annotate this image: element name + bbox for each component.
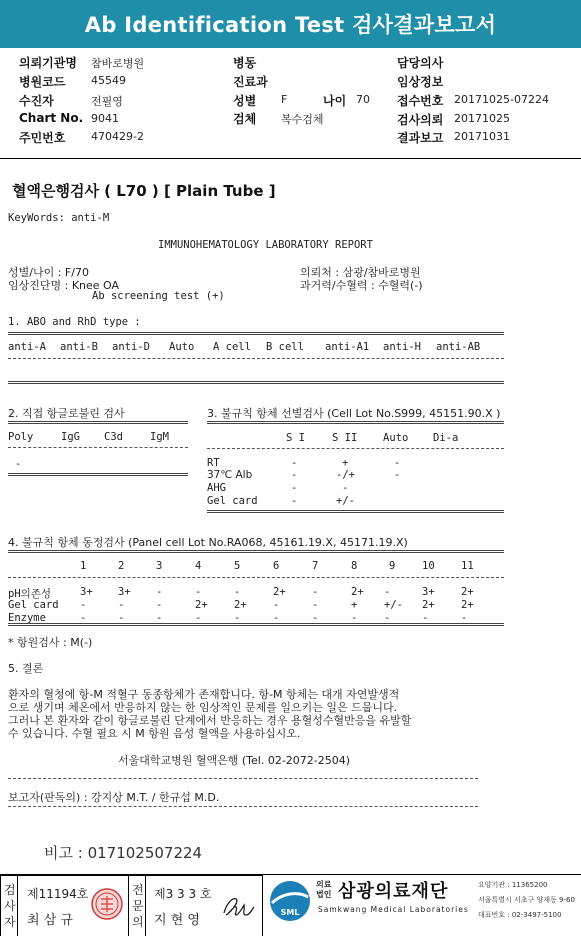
org-info-line: 대표번호 : 02-3497-5100 (478, 911, 562, 919)
s2-value: - (15, 458, 22, 470)
s3-rule-top (207, 421, 504, 424)
org-prefix-line: 의료 (316, 880, 332, 889)
specimen-label: 검체 (233, 112, 257, 126)
org-prefix-line: 법인 (316, 890, 332, 899)
sml-logo-icon (268, 879, 312, 923)
section-title: 혈액은행검사 ( L70 ) [ Plain Tube ] (12, 182, 276, 200)
specialist-label-cell (128, 875, 146, 936)
s4-cell: 3+ (118, 586, 131, 598)
examiner-name: 최 삼 규 (27, 913, 73, 928)
s2-rule-top (8, 421, 188, 424)
examiner-label-cell (0, 875, 18, 936)
s4-cell: - (156, 612, 163, 624)
examinee-value: 전필영 (91, 95, 123, 108)
s4-cell: - (118, 599, 125, 611)
keywords: KeyWords: anti-M (8, 212, 110, 224)
doctor-label: 담당의사 (397, 56, 444, 70)
screen-line: Ab screening test (+) (92, 290, 225, 302)
s1-col: anti-B (60, 341, 98, 353)
s3-row-name: Gel card (207, 495, 258, 507)
s2-rule-mid (8, 447, 188, 448)
s4-col: 11 (461, 560, 474, 572)
s4-cell: - (384, 586, 391, 598)
s4-cell: - (422, 612, 429, 624)
s3-cell: +/- (336, 495, 355, 507)
s1-col: anti-A1 (325, 341, 370, 353)
org-name: 삼광의료재단 (338, 881, 449, 902)
s4-col: 7 (312, 560, 319, 572)
conclusion-line: 으로 생기며 체온에서 반응하지 않는 한 임상적인 문제를 일으키는 일은 드뭅니다. (8, 701, 398, 714)
specialist-label-char: 문 (132, 899, 144, 913)
s4-cell: 2+ (422, 599, 435, 611)
ward-label: 병동 (233, 56, 257, 70)
s2-rule-bottom (8, 473, 188, 476)
report-header (0, 0, 581, 48)
institution-label: 의뢰기관명 (19, 56, 77, 70)
s4-cell: - (234, 586, 241, 598)
id-label: 주민번호 (19, 131, 66, 145)
s2-col: IgM (150, 431, 169, 443)
examinee-label: 수진자 (19, 94, 54, 108)
s4-cell: - (312, 599, 319, 611)
reporter-rule-top (8, 778, 478, 779)
s4-cell: - (312, 612, 319, 624)
requester-line: 의뢰처 : 삼광/참바로병원 (300, 266, 421, 279)
s3-cell: - (291, 457, 298, 469)
s2-title: 2. 직접 항글로불린 검사 (8, 407, 125, 420)
s4-cell: - (312, 586, 319, 598)
s4-col: 8 (351, 560, 358, 572)
request-label: 검사의뢰 (397, 113, 444, 127)
org-info-line: 요양기관 : 11365200 (478, 881, 548, 889)
s3-col: S II (332, 432, 358, 444)
s4-cell: - (156, 586, 163, 598)
s1-rule-bottom (8, 381, 504, 384)
report-date-label: 결과보고 (397, 131, 444, 145)
s4-row-name: pH의존성 (8, 588, 52, 600)
s4-cell: 3+ (80, 586, 93, 598)
report-heading: IMMUNOHEMATOLOGY LABORATORY REPORT (158, 239, 373, 251)
s3-rule-bottom (207, 510, 504, 513)
dept-label: 진료과 (233, 75, 268, 89)
receipt-value: 20171025-07224 (454, 93, 549, 106)
s1-rule-top (8, 332, 504, 335)
s4-cell: 2+ (351, 586, 364, 598)
s3-row-name: 37℃ Alb (207, 469, 253, 481)
s3-cell: - (394, 469, 401, 481)
s2-col: IgG (61, 431, 80, 443)
blood-bank: 서울대학교병원 혈액은행 (Tel. 02-2072-2504) (118, 754, 351, 767)
reporter: 보고자(판독의) : 강지상 M.T. / 한규섭 M.D. (8, 791, 220, 804)
s1-col: anti-H (383, 341, 421, 353)
s4-cell: + (351, 599, 358, 611)
s1-rule-mid (8, 358, 504, 359)
s4-cell: - (156, 599, 163, 611)
sex-age-line: 성별/나이 : F/70 (8, 266, 89, 279)
s4-cell: - (118, 612, 125, 624)
s4-cell: - (384, 612, 391, 624)
s1-col: B cell (266, 341, 304, 353)
reporter-rule-bottom (8, 806, 478, 807)
s3-col: Auto (383, 432, 409, 444)
s4-title: 4. 불규칙 항체 동정검사 (Panel cell Lot No.RA068, 45161.19.X, 45171.19.X) (8, 536, 408, 549)
org-info-line: 서울특별시 서초구 양재동 9-60 (478, 896, 575, 904)
request-value: 20171025 (454, 112, 510, 125)
s1-col: A cell (213, 341, 251, 353)
specialist-signature-icon (218, 891, 258, 923)
org-prefix (316, 880, 331, 900)
s3-cell: - (291, 482, 298, 494)
specimen-value: 복수검체 (281, 113, 324, 126)
conclusion-line: 환자의 혈청에 항-M 적혈구 동종항체가 존재합니다. 항-M 항체는 대개 자연발생적 (8, 688, 400, 701)
s4-cell: +/- (384, 599, 403, 611)
chart-label: Chart No. (19, 111, 84, 125)
examiner-label-char: 사 (4, 899, 16, 913)
s1-col: Auto (169, 341, 195, 353)
hospital-code-value: 45549 (91, 74, 126, 87)
s3-cell: -/+ (336, 469, 355, 481)
remark: 비고 : 017102507224 (44, 844, 203, 862)
s4-cell: 2+ (273, 586, 286, 598)
report-title: Ab Identification Test 검사결과보고서 (84, 13, 497, 37)
specialist-name: 지 현 영 (154, 913, 200, 928)
s3-cell: - (291, 469, 298, 481)
sex-label: 성별 (233, 94, 257, 108)
sml-logo-text: SML (280, 908, 300, 917)
history-line: 과거력/수혈력 : 수혈력(-) (300, 279, 423, 292)
receipt-label: 접수번호 (397, 94, 444, 108)
s4-col: 4 (195, 560, 202, 572)
s4-cell: 2+ (461, 586, 474, 598)
report-date-value: 20171031 (454, 130, 510, 143)
conclusion-line: 그러나 본 환자와 같이 항글로불린 단계에서 반응하는 경우 용혈성수혈반응을 유발할 (8, 714, 412, 727)
s4-col: 9 (389, 560, 396, 572)
specialist-label-char: 의 (132, 915, 144, 929)
s2-col: C3d (104, 431, 123, 443)
s4-col: 5 (234, 560, 241, 572)
s3-cell: - (291, 495, 298, 507)
sex-value: F (281, 93, 288, 106)
s4-cell: - (80, 599, 87, 611)
s4-cell: - (461, 612, 468, 624)
chart-value: 9041 (91, 112, 119, 125)
s3-row-name: RT (207, 457, 220, 469)
diagnosis-line: 임상진단명 : Knee OA (8, 279, 120, 292)
specialist-label-char: 전 (132, 883, 144, 897)
s4-cell: 2+ (234, 599, 247, 611)
s4-cell: - (273, 599, 280, 611)
s4-col: 3 (156, 560, 163, 572)
s4-col: 6 (273, 560, 280, 572)
footer (0, 874, 581, 936)
examiner-label-char: 검 (4, 883, 16, 897)
s4-col: 10 (422, 560, 435, 572)
s3-col: Di-a (433, 432, 459, 444)
s4-cell: - (80, 612, 87, 624)
s3-row-name: AHG (207, 482, 226, 494)
s1-title: 1. ABO and RhD type : (8, 316, 141, 328)
clinical-label: 임상정보 (397, 75, 444, 89)
examiner-label-char: 자 (4, 915, 16, 929)
id-value: 470429-2 (91, 130, 144, 143)
s4-col: 2 (118, 560, 125, 572)
s3-cell: - (342, 482, 349, 494)
s2-col: Poly (8, 431, 34, 443)
s3-cell: + (342, 457, 349, 469)
s4-cell: 3+ (422, 586, 435, 598)
age-label: 나이 (323, 94, 347, 108)
examiner-seal-icon (90, 887, 124, 921)
s5-title: 5. 결론 (8, 662, 44, 675)
s1-col: anti-AB (436, 341, 481, 353)
s4-cell: - (195, 586, 202, 598)
s4-row-name: Gel card (8, 599, 59, 611)
s3-col: S I (286, 432, 305, 444)
s4-cell: - (195, 612, 202, 624)
specialist-license: 제3 3 3 호 (154, 887, 212, 901)
age-value: 70 (356, 93, 370, 106)
org-english-name: Samkwang Medical Laboratories (318, 905, 469, 914)
hospital-code-label: 병원코드 (19, 75, 66, 89)
s3-rule-mid (207, 448, 504, 449)
s4-rule-top (8, 550, 504, 553)
s4-cell: 2+ (461, 599, 474, 611)
s4-cell: - (351, 612, 358, 624)
s4-col: 1 (80, 560, 87, 572)
s1-col: anti-A (8, 341, 46, 353)
s4-cell: - (234, 612, 241, 624)
antigen-test: * 항원검사 : M(-) (8, 636, 93, 649)
s3-cell: - (394, 457, 401, 469)
s4-rule-bottom (8, 623, 504, 626)
s4-rule-mid (8, 577, 504, 578)
s4-row-name: Enzyme (8, 612, 46, 624)
examiner-license: 제11194호 (27, 887, 89, 901)
s1-col: anti-D (112, 341, 150, 353)
s3-title: 3. 불규칙 항체 선별검사 (Cell Lot No.S999, 45151.90.X ) (207, 407, 501, 420)
info-divider (0, 158, 581, 159)
conclusion-line: 수 있습니다. 수혈 필요 시 M 항원 음성 혈액을 사용하십시오. (8, 727, 301, 740)
s4-cell: - (273, 612, 280, 624)
s4-cell: 2+ (195, 599, 208, 611)
institution-value: 참바로병원 (91, 57, 145, 70)
